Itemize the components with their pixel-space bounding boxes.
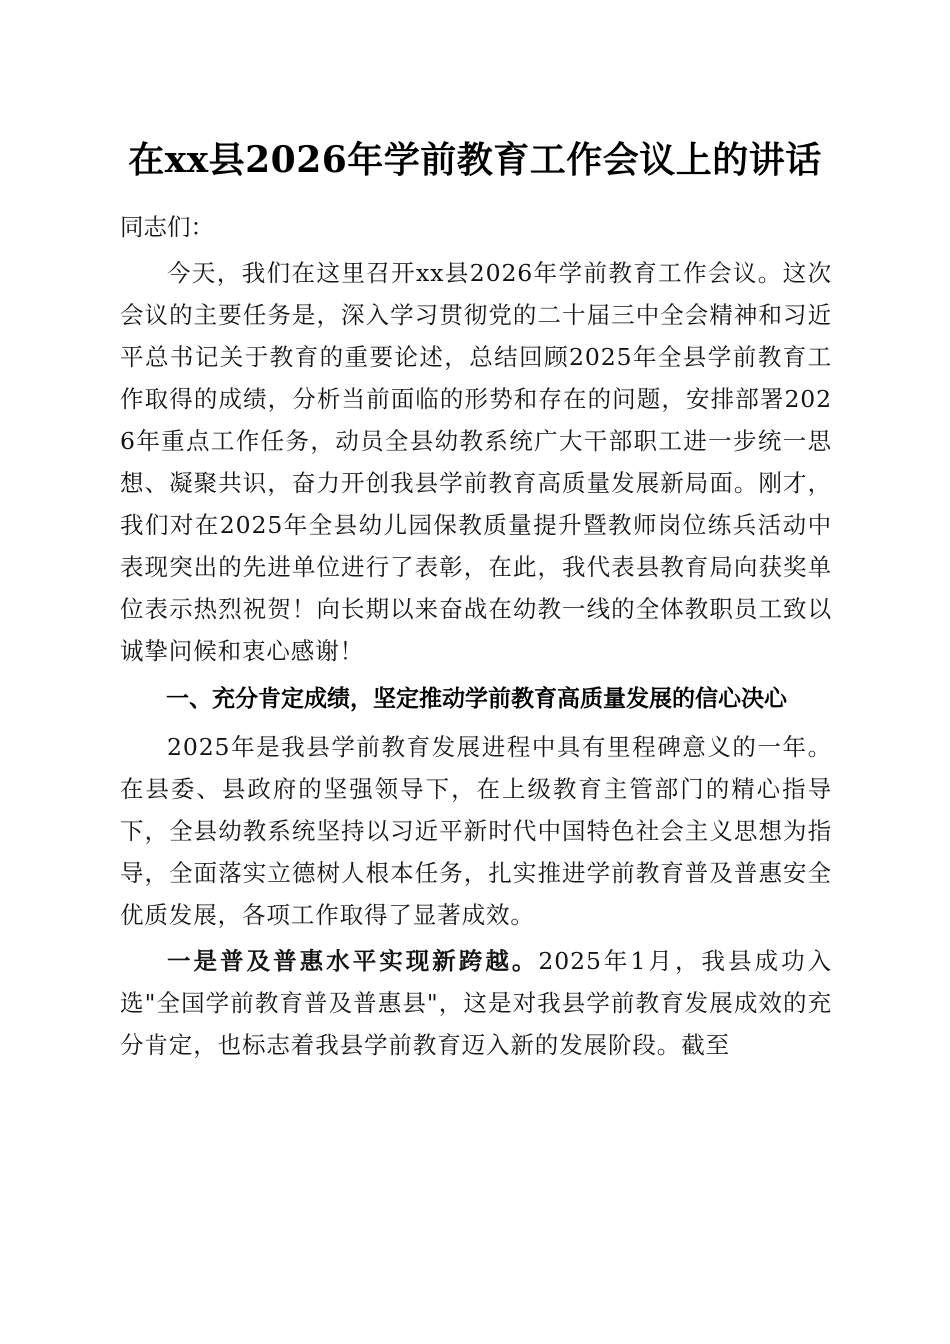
point-one-paragraph xyxy=(120,940,832,1066)
point-one-lead: 一是普及普惠水平实现新跨越。 xyxy=(167,947,539,975)
section-heading-one: 一、充分肯定成绩，坚定推动学前教育高质量发展的信心决心 xyxy=(166,686,787,712)
intro-paragraph: 今天，我们在这里召开xx县2026年学前教育工作会议。这次会议的主要任务是，深入学习贯彻党的二十届三中全会精神和习近平总书记关于教育的重要论述，总结回顾2025年全县学前教育工作取得的成绩，分析当前面临的形势和存在的问题，安排部署2026年重点工作任务，动员全县幼教系统广大干部职工进一步统一思想、凝聚共识，奋力开创我县学前教育高质量发展新局面。刚才，我们对在2025年全县幼儿园保教质量提升暨教师岗位练兵活动中表现突出的先进单位进行了表彰，在此，我代表县教育局向获奖单位表示热烈祝贺！向长期以来奋战在幼教一线的全体教职员工致以诚挚问候和衷心感谢！ xyxy=(120,259,832,665)
salutation: 同志们： xyxy=(120,213,214,241)
document-title: 在xx县2026年学前教育工作会议上的讲话 xyxy=(128,139,822,181)
section-one-intro-paragraph: 2025年是我县学前教育发展进程中具有里程碑意义的一年。在县委、县政府的坚强领导下，在上级教育主管部门的精心指导下，全县幼教系统坚持以习近平新时代中国特色社会主义思想为指导，全面落实立德树人根本任务，扎实推进学前教育普及普惠安全优质发展，各项工作取得了显著成效。 xyxy=(120,733,832,929)
point-one-body: 2025年1月，我县成功入选"全国学前教育普及普惠县"，这是对我县学前教育发展成效的充分肯定，也标志着我县学前教育迈入新的发展阶段。截至 xyxy=(120,947,832,1059)
document-body xyxy=(120,206,832,1066)
